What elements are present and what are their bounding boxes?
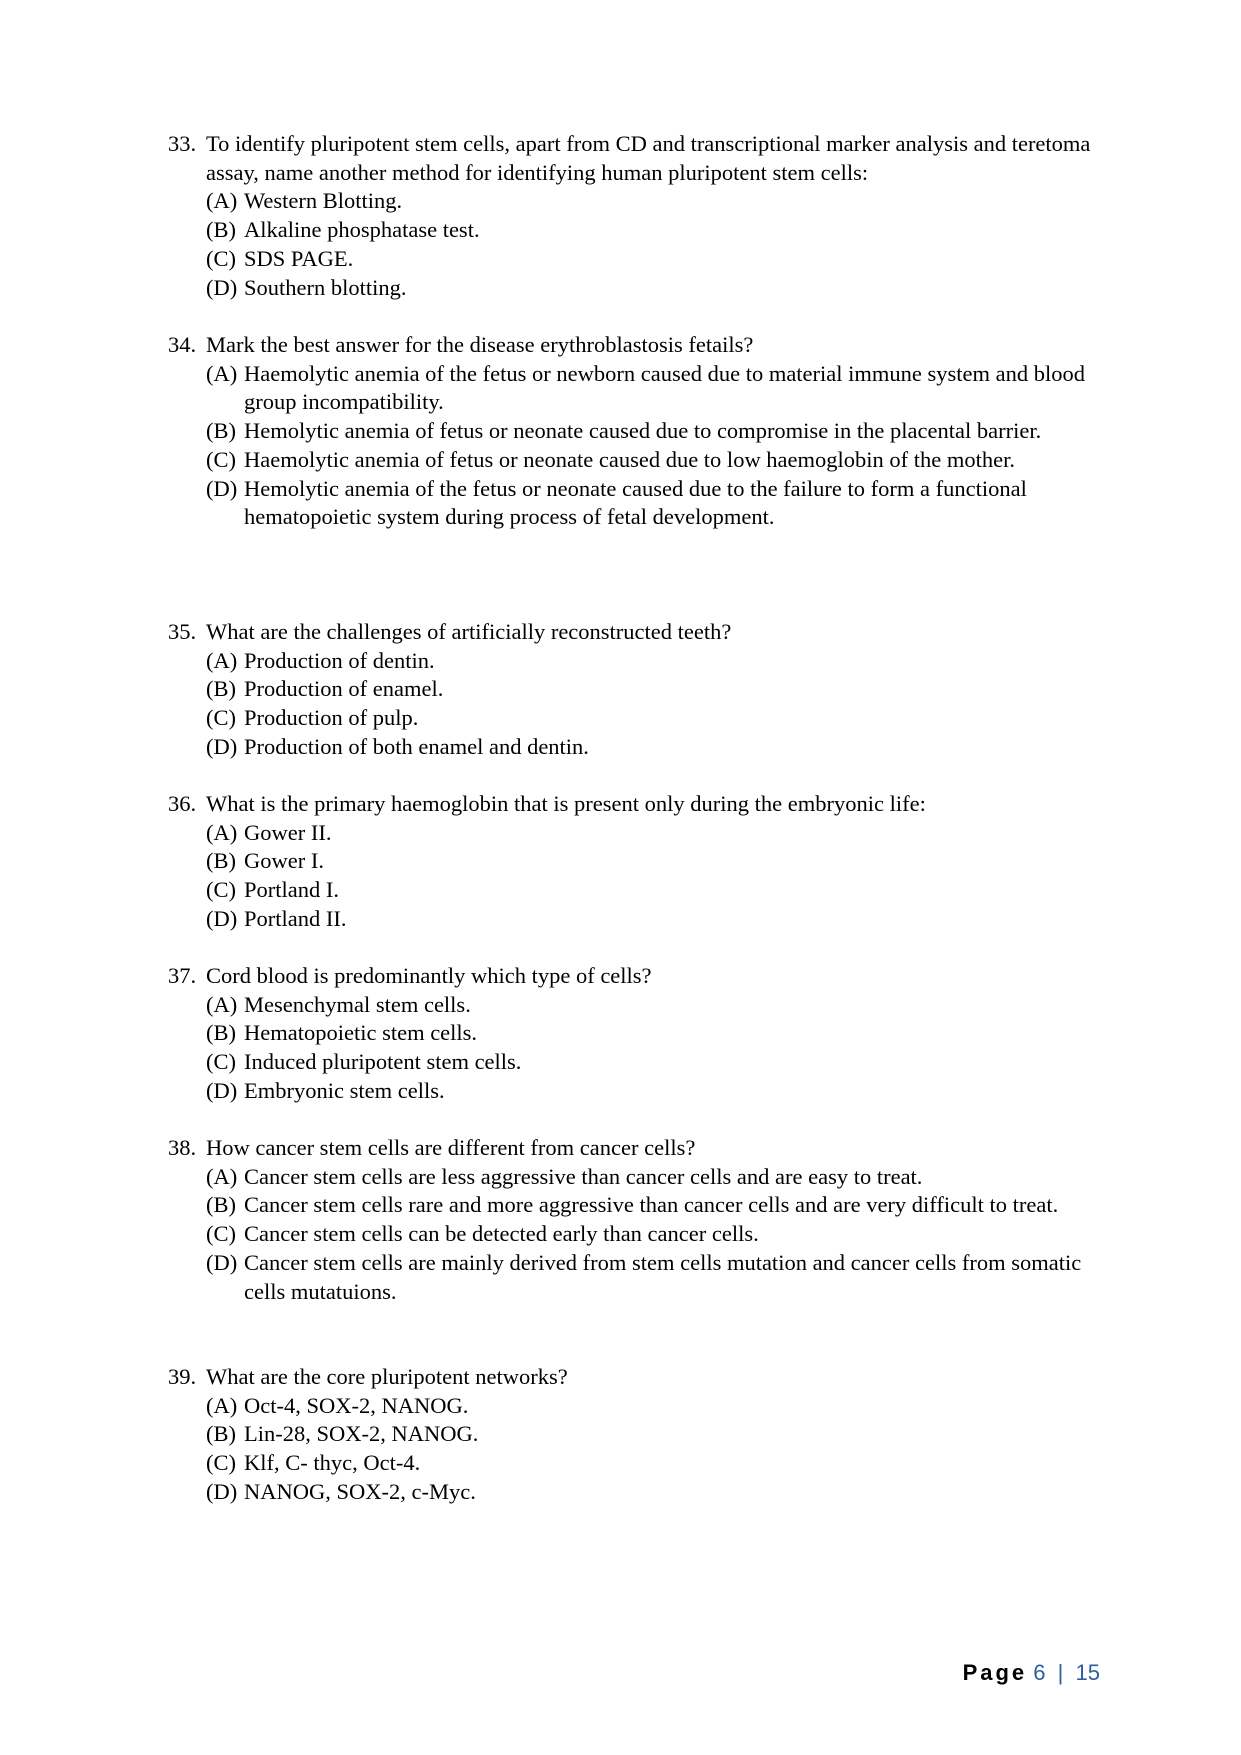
option-letter: (D) xyxy=(206,905,238,931)
question-37 xyxy=(168,962,1128,1106)
option-letter: (B) xyxy=(206,1020,236,1046)
option-text: Production of dentin. xyxy=(244,647,435,673)
option-letter: (A) xyxy=(206,819,238,845)
option-text: Western Blotting. xyxy=(244,188,403,214)
question-stem xyxy=(168,790,1128,819)
option-c xyxy=(206,446,1128,475)
option-c xyxy=(206,876,1128,905)
option-letter: (C) xyxy=(206,1221,236,1247)
option-letter: (A) xyxy=(206,991,238,1017)
option-letter: (A) xyxy=(206,1163,238,1189)
option-d xyxy=(206,274,1128,303)
option-c xyxy=(206,1048,1128,1077)
option-text: Portland I. xyxy=(244,877,339,903)
option-letter: (C) xyxy=(206,446,236,472)
option-text: Embryonic stem cells. xyxy=(244,1077,445,1103)
option-text: Haemolytic anemia of the fetus or newborn caused due to material immune system and blood group incompatibility. xyxy=(244,360,1086,415)
question-35 xyxy=(168,618,1128,762)
option-letter: (B) xyxy=(206,848,236,874)
question-number: 35. xyxy=(168,619,197,644)
option-text: Cancer stem cells are less aggressive than cancer cells and are easy to treat. xyxy=(244,1163,923,1189)
option-letter: (C) xyxy=(206,877,236,903)
option-b xyxy=(206,1420,1128,1449)
question-text: How cancer stem cells are different from cancer cells? xyxy=(206,1135,696,1160)
option-letter: (A) xyxy=(206,360,238,386)
option-text: Klf, C- thyc, Oct-4. xyxy=(244,1450,421,1476)
option-a xyxy=(206,819,1128,848)
option-a xyxy=(206,360,1128,417)
option-b xyxy=(206,847,1128,876)
page-number-current: 6 xyxy=(1033,1660,1046,1685)
question-38 xyxy=(168,1134,1128,1306)
option-d xyxy=(206,475,1128,532)
option-a xyxy=(206,647,1128,676)
option-text: Gower II. xyxy=(244,819,332,845)
option-text: Lin-28, SOX-2, NANOG. xyxy=(244,1421,479,1447)
option-letter: (A) xyxy=(206,1392,238,1418)
question-stem xyxy=(168,331,1128,360)
option-d xyxy=(206,1249,1128,1306)
question-number: 37. xyxy=(168,963,197,988)
question-36 xyxy=(168,790,1128,934)
option-a xyxy=(206,1392,1128,1421)
option-text: Cancer stem cells rare and more aggressive than cancer cells and are very difficult to treat. xyxy=(244,1192,1059,1218)
option-text: Production of enamel. xyxy=(244,676,444,702)
option-text: Mesenchymal stem cells. xyxy=(244,991,471,1017)
option-a xyxy=(206,991,1128,1020)
page-number-total: 15 xyxy=(1075,1660,1100,1685)
option-letter: (D) xyxy=(206,1249,238,1275)
option-b xyxy=(206,1019,1128,1048)
option-text: Induced pluripotent stem cells. xyxy=(244,1049,522,1075)
question-text: To identify pluripotent stem cells, apart from CD and transcriptional marker analysis and teretoma assay, name another method for identifying human pluripotent stem cells: xyxy=(206,131,1091,185)
page-separator: | xyxy=(1057,1660,1064,1685)
question-text: What are the core pluripotent networks? xyxy=(206,1364,568,1389)
option-d xyxy=(206,1077,1128,1106)
option-letter: (C) xyxy=(206,1450,236,1476)
option-c xyxy=(206,1220,1128,1249)
option-text: Cancer stem cells can be detected early than cancer cells. xyxy=(244,1221,759,1247)
question-number: 38. xyxy=(168,1135,197,1160)
option-text: Hemolytic anemia of fetus or neonate caused due to compromise in the placental barrier. xyxy=(244,418,1042,444)
option-letter: (C) xyxy=(206,705,236,731)
question-text: Mark the best answer for the disease erythroblastosis fetails? xyxy=(206,332,754,357)
option-letter: (C) xyxy=(206,1049,236,1075)
option-b xyxy=(206,1191,1128,1220)
page-label: Page xyxy=(962,1660,1028,1685)
option-d xyxy=(206,1478,1128,1507)
question-stem xyxy=(168,1363,1128,1392)
option-letter: (D) xyxy=(206,1478,238,1504)
option-text: Hemolytic anemia of the fetus or neonate caused due to the failure to form a functional hematopoietic system during process of fetal development. xyxy=(244,475,1027,530)
option-letter: (B) xyxy=(206,1421,236,1447)
option-text: Portland II. xyxy=(244,905,347,931)
question-stem xyxy=(168,1134,1128,1163)
option-letter: (A) xyxy=(206,188,238,214)
option-c xyxy=(206,704,1128,733)
option-text: Haemolytic anemia of fetus or neonate caused due to low haemoglobin of the mother. xyxy=(244,446,1016,472)
question-number: 36. xyxy=(168,791,197,816)
question-number: 39. xyxy=(168,1364,197,1389)
option-letter: (A) xyxy=(206,647,238,673)
question-text: Cord blood is predominantly which type of cells? xyxy=(206,963,652,988)
option-text: NANOG, SOX-2, c-Myc. xyxy=(244,1478,476,1504)
option-letter: (C) xyxy=(206,245,236,271)
option-text: Cancer stem cells are mainly derived from stem cells mutation and cancer cells from somatic cells mutatuions. xyxy=(244,1249,1082,1304)
question-stem xyxy=(168,618,1128,647)
option-text: SDS PAGE. xyxy=(244,245,354,271)
option-letter: (D) xyxy=(206,1077,238,1103)
question-39 xyxy=(168,1363,1128,1507)
option-c xyxy=(206,245,1128,274)
question-number: 33. xyxy=(168,131,197,156)
option-b xyxy=(206,216,1128,245)
option-text: Gower I. xyxy=(244,848,324,874)
option-letter: (B) xyxy=(206,676,236,702)
option-letter: (B) xyxy=(206,217,236,243)
option-a xyxy=(206,1163,1128,1192)
option-text: Alkaline phosphatase test. xyxy=(244,217,480,243)
option-letter: (D) xyxy=(206,274,238,300)
option-text: Production of pulp. xyxy=(244,705,419,731)
question-stem xyxy=(168,962,1128,991)
question-stem xyxy=(168,130,1128,187)
option-letter: (B) xyxy=(206,1192,236,1218)
option-b xyxy=(206,417,1128,446)
option-letter: (B) xyxy=(206,418,236,444)
option-d xyxy=(206,733,1128,762)
question-text: What is the primary haemoglobin that is present only during the embryonic life: xyxy=(206,791,926,816)
option-letter: (D) xyxy=(206,475,238,501)
option-text: Southern blotting. xyxy=(244,274,407,300)
question-number: 34. xyxy=(168,332,197,357)
option-text: Oct-4, SOX-2, NANOG. xyxy=(244,1392,469,1418)
question-34 xyxy=(168,331,1128,532)
page-footer xyxy=(940,1660,1100,1686)
option-a xyxy=(206,187,1128,216)
option-b xyxy=(206,675,1128,704)
option-letter: (D) xyxy=(206,733,238,759)
option-text: Production of both enamel and dentin. xyxy=(244,733,589,759)
option-c xyxy=(206,1449,1128,1478)
question-text: What are the challenges of artificially reconstructed teeth? xyxy=(206,619,732,644)
option-d xyxy=(206,905,1128,934)
question-33 xyxy=(168,130,1128,302)
option-text: Hematopoietic stem cells. xyxy=(244,1020,478,1046)
